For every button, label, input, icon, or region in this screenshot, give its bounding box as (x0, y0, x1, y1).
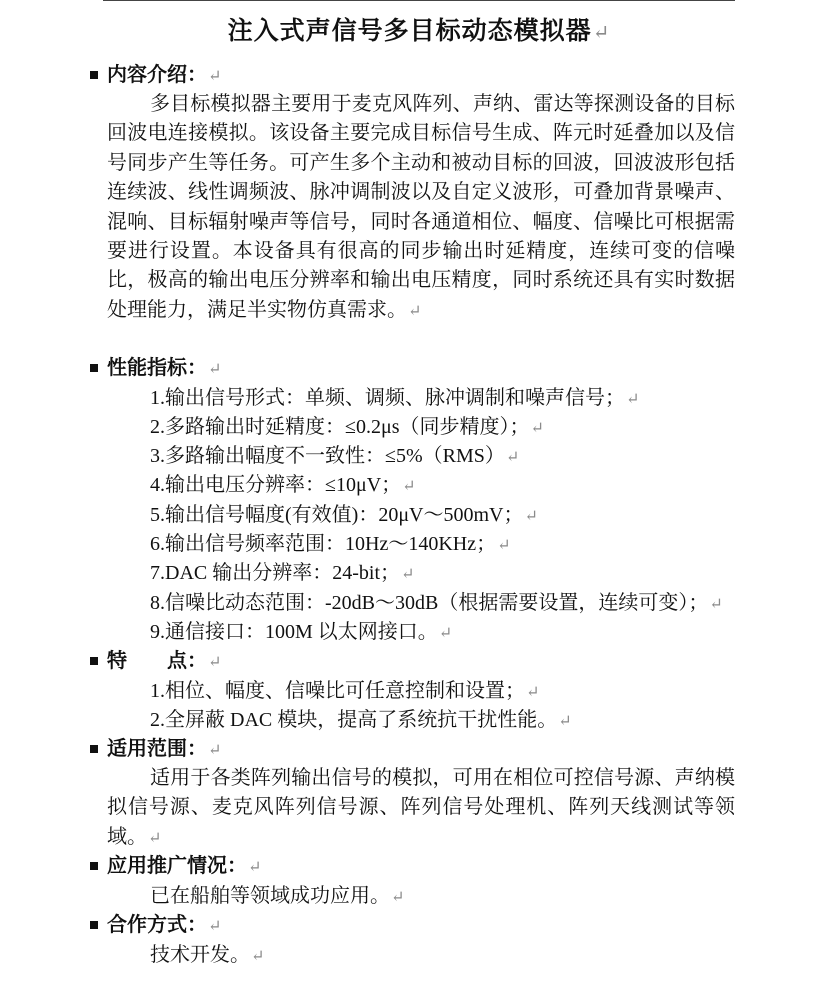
return-mark: ↵ (208, 918, 222, 935)
return-mark: ↵ (401, 566, 415, 583)
performance-item: 9.通信接口：100M 以太网接口。↵ (150, 621, 453, 643)
section-heading-performance: 性能指标：↵ (107, 357, 222, 379)
return-mark: ↵ (251, 948, 265, 965)
section-heading-intro: 内容介绍：↵ (107, 64, 222, 86)
return-mark: ↵ (592, 22, 611, 44)
bullet-marker (90, 921, 98, 929)
return-mark: ↵ (524, 508, 538, 525)
feature-item: 2.全屏蔽 DAC 模块，提高了系统抗干扰性能。↵ (150, 709, 572, 731)
return-mark: ↵ (558, 713, 572, 730)
return-mark: ↵ (402, 478, 416, 495)
section-heading-application: 应用推广情况：↵ (107, 855, 262, 877)
return-mark: ↵ (148, 829, 162, 847)
performance-item: 4.输出电压分辨率：≤10μV；↵ (150, 474, 416, 496)
intro-paragraph: 多目标模拟器主要用于麦克风阵列、声纳、雷达等探测设备的目标回波电连接模拟。该设备主要完成目标信号生成、阵元时延叠加以及信号同步产生等任务。可产生多个主动和被动目标的回波，回波波形包括连续波、线性调频波、脉冲调制波以及自定义波形，可叠加背景噪声、混响、目标辐射噪声等信号，同时各通道相位、幅度、信噪比可根据需要进行设置。本设备具有很高的同步输出时延精度，连续可变的信噪比，极高的输出电压分辨率和输出电压精度，同时系统还具有实时数据处理能力，满足半实物仿真需求。↵ (107, 93, 735, 321)
section-heading-features: 特 点：↵ (107, 650, 222, 672)
title-text: 注入式声信号多目标动态模拟器 (227, 18, 592, 45)
performance-item: 3.多路输出幅度不一致性：≤5%（RMS）↵ (150, 445, 520, 467)
return-mark: ↵ (208, 742, 222, 759)
performance-item: 7.DAC 输出分辨率：24-bit；↵ (150, 562, 415, 584)
document-title (0, 16, 838, 49)
return-mark: ↵ (709, 596, 723, 613)
bullet-marker (90, 745, 98, 753)
bullet-marker (90, 862, 98, 870)
return-mark: ↵ (408, 302, 422, 320)
cooperation-text: 技术开发。↵ (150, 944, 265, 966)
return-mark: ↵ (208, 68, 222, 85)
return-mark: ↵ (438, 625, 453, 642)
performance-item: 1.输出信号形式：单频、调频、脉冲调制和噪声信号；↵ (150, 387, 640, 409)
return-mark: ↵ (248, 859, 262, 876)
bullet-marker (90, 657, 98, 665)
return-mark: ↵ (626, 391, 640, 408)
section-heading-cooperation: 合作方式：↵ (107, 914, 222, 936)
top-rule (103, 0, 735, 1)
return-mark: ↵ (505, 449, 520, 466)
bullet-marker (90, 71, 98, 79)
performance-item: 8.信噪比动态范围：-20dB～30dB（根据需要设置，连续可变）；↵ (150, 592, 723, 614)
feature-item: 1.相位、幅度、信噪比可任意控制和设置；↵ (150, 680, 540, 702)
return-mark: ↵ (530, 420, 544, 437)
return-mark: ↵ (497, 537, 511, 554)
return-mark: ↵ (208, 654, 222, 671)
performance-item: 2.多路输出时延精度：≤0.2μs（同步精度）；↵ (150, 416, 544, 438)
bullet-marker (90, 364, 98, 372)
performance-item: 6.输出信号频率范围：10Hz～140KHz；↵ (150, 533, 511, 555)
return-mark: ↵ (526, 684, 540, 701)
performance-item: 5.输出信号幅度(有效值)：20μV～500mV；↵ (150, 504, 538, 526)
return-mark: ↵ (391, 889, 405, 906)
application-text: 已在船舶等领域成功应用。↵ (150, 885, 405, 907)
scope-paragraph: 适用于各类阵列输出信号的模拟，可用在相位可控信号源、声纳模拟信号源、麦克风阵列信号源、阵列信号处理机、阵列天线测试等领域。↵ (107, 767, 735, 848)
section-heading-scope: 适用范围：↵ (107, 738, 222, 760)
return-mark: ↵ (208, 361, 222, 378)
